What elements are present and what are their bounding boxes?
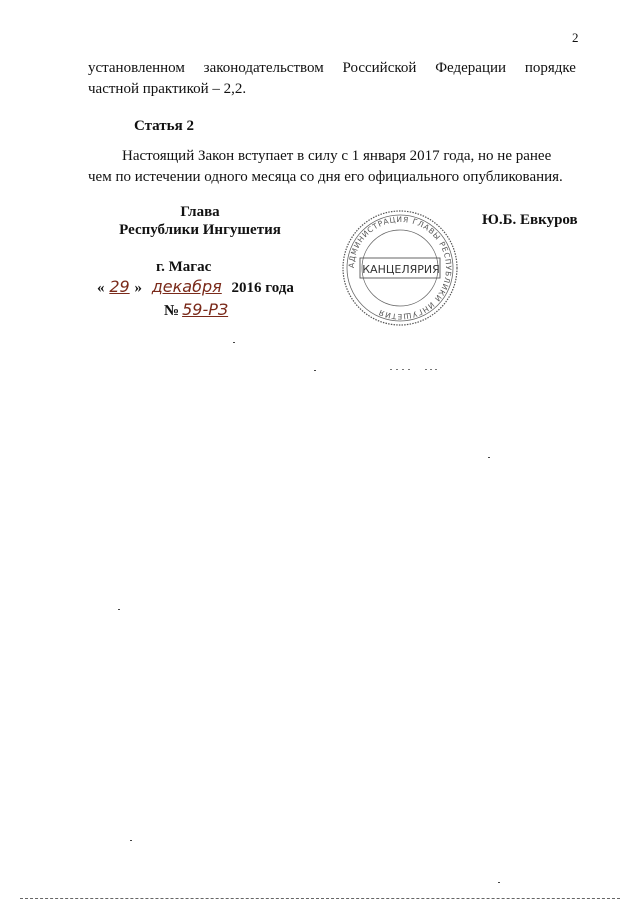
date-close-quote: » xyxy=(134,280,142,296)
city-name: г. Магас xyxy=(156,259,212,275)
stamp-center-text: КАНЦЕЛЯРИЯ xyxy=(362,263,440,276)
word: порядке xyxy=(524,60,576,76)
article-line-2: чем по истечении одного месяца со дня его официального опубликования. xyxy=(88,169,563,185)
date-year: 2016 года xyxy=(231,280,294,296)
paragraph-continuation xyxy=(88,58,576,100)
scan-speck xyxy=(314,370,316,371)
page-bottom-edge xyxy=(20,898,620,899)
date-open-quote: « xyxy=(97,280,105,296)
law-number-handwritten: 59-РЗ xyxy=(182,300,229,319)
date-month-handwritten: декабря xyxy=(151,277,222,296)
article-line-1: Настоящий Закон вступает в силу с 1 января 2017 года, но не ранее xyxy=(122,148,552,164)
scan-speck xyxy=(390,369,410,370)
signatory-name: Ю.Б. Евкуров xyxy=(482,212,578,228)
signatory-title-line2: Республики Ингушетия xyxy=(119,222,281,238)
paragraph-line: частной практикой – 2,2. xyxy=(88,81,247,97)
paragraph-line-justified xyxy=(88,58,576,79)
signatory-title-line1: Глава xyxy=(180,204,220,220)
scan-speck xyxy=(488,457,490,458)
law-number xyxy=(164,300,242,320)
word: законодательством xyxy=(203,60,324,76)
page-number: 2 xyxy=(572,30,579,45)
stamp-ring-text: АДМИНИСТРАЦИЯ ГЛАВЫ РЕСПУБЛИКИ ИНГУШЕТИЯ xyxy=(346,214,454,322)
scan-speck xyxy=(425,369,439,370)
word: Российской xyxy=(342,60,417,76)
scan-speck xyxy=(233,342,235,343)
article-heading: Статья 2 xyxy=(134,118,194,134)
signing-date xyxy=(97,277,294,297)
scan-speck xyxy=(498,882,500,883)
signatory-title xyxy=(90,203,310,239)
word: Федерации xyxy=(435,60,507,76)
number-prefix: № xyxy=(164,303,180,319)
article-body xyxy=(88,146,576,188)
scan-speck xyxy=(118,609,120,610)
date-day-handwritten: 29 xyxy=(109,277,130,296)
word: установленном xyxy=(88,60,185,76)
scan-speck xyxy=(130,840,132,841)
